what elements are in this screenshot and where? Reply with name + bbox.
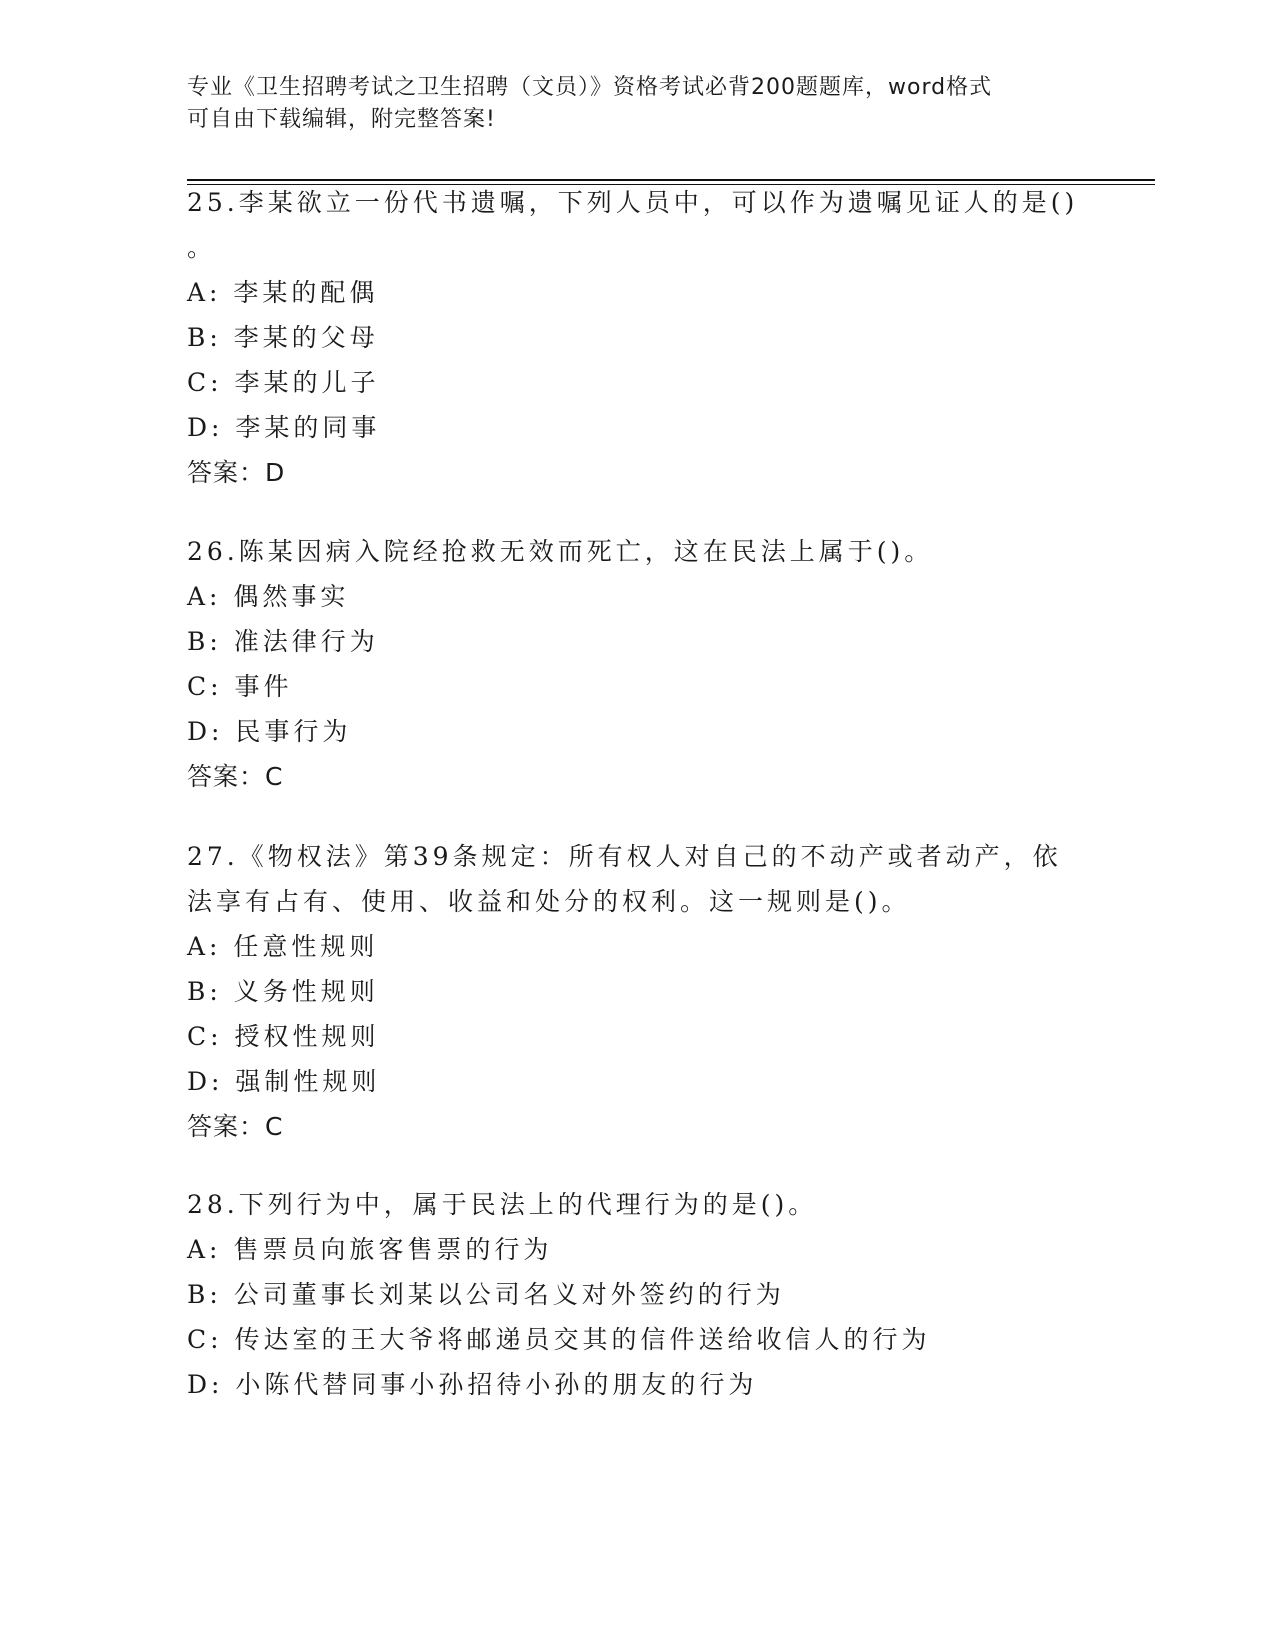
answer-line: 答案：C bbox=[187, 762, 284, 791]
option-a: A: 任意性规则 bbox=[187, 932, 379, 961]
option-a: A: 李某的配偶 bbox=[187, 278, 379, 307]
option-d: D: 小陈代替同事小孙招待小孙的朋友的行为 bbox=[187, 1370, 758, 1399]
document-header bbox=[187, 72, 1087, 136]
answer-line: 答案：C bbox=[187, 1112, 284, 1141]
option-d: D: 强制性规则 bbox=[187, 1067, 381, 1096]
question-stem-line: 法享有占有、使用、收益和处分的权利。这一规则是()。 bbox=[187, 887, 911, 916]
option-d: D: 民事行为 bbox=[187, 717, 352, 746]
question-stem-line: 。 bbox=[187, 233, 217, 262]
option-a: A: 偶然事实 bbox=[187, 582, 350, 611]
option-c: C: 李某的儿子 bbox=[187, 368, 380, 397]
answer-line: 答案：D bbox=[187, 458, 286, 487]
question-stem-line: 28.下列行为中，属于民法上的代理行为的是()。 bbox=[187, 1190, 818, 1219]
option-d: D: 李某的同事 bbox=[187, 413, 381, 442]
question-25 bbox=[187, 180, 1087, 495]
header-line-2: 可自由下载编辑，附完整答案! bbox=[187, 107, 496, 132]
question-stem-line: 26.陈某因病入院经抢救无效而死亡，这在民法上属于()。 bbox=[187, 537, 934, 566]
option-c: C: 传达室的王大爷将邮递员交其的信件送给收信人的行为 bbox=[187, 1325, 931, 1354]
option-b: B: 李某的父母 bbox=[187, 323, 379, 352]
option-b: B: 准法律行为 bbox=[187, 627, 379, 656]
question-28 bbox=[187, 1182, 1087, 1407]
question-26 bbox=[187, 529, 1087, 799]
header-line-1: 专业《卫生招聘考试之卫生招聘（文员）》资格考试必背200题题库，word格式 bbox=[187, 75, 993, 100]
option-b: B: 义务性规则 bbox=[187, 977, 379, 1006]
question-27 bbox=[187, 834, 1087, 1149]
option-a: A: 售票员向旅客售票的行为 bbox=[187, 1235, 553, 1264]
option-c: C: 事件 bbox=[187, 672, 293, 701]
option-c: C: 授权性规则 bbox=[187, 1022, 380, 1051]
option-b: B: 公司董事长刘某以公司名义对外签约的行为 bbox=[187, 1280, 785, 1309]
question-stem-line: 27.《物权法》第39条规定：所有权人对自己的不动产或者动产，依 bbox=[187, 842, 1062, 871]
question-stem-line: 25.李某欲立一份代书遗嘱，下列人员中，可以作为遗嘱见证人的是() bbox=[187, 188, 1079, 217]
